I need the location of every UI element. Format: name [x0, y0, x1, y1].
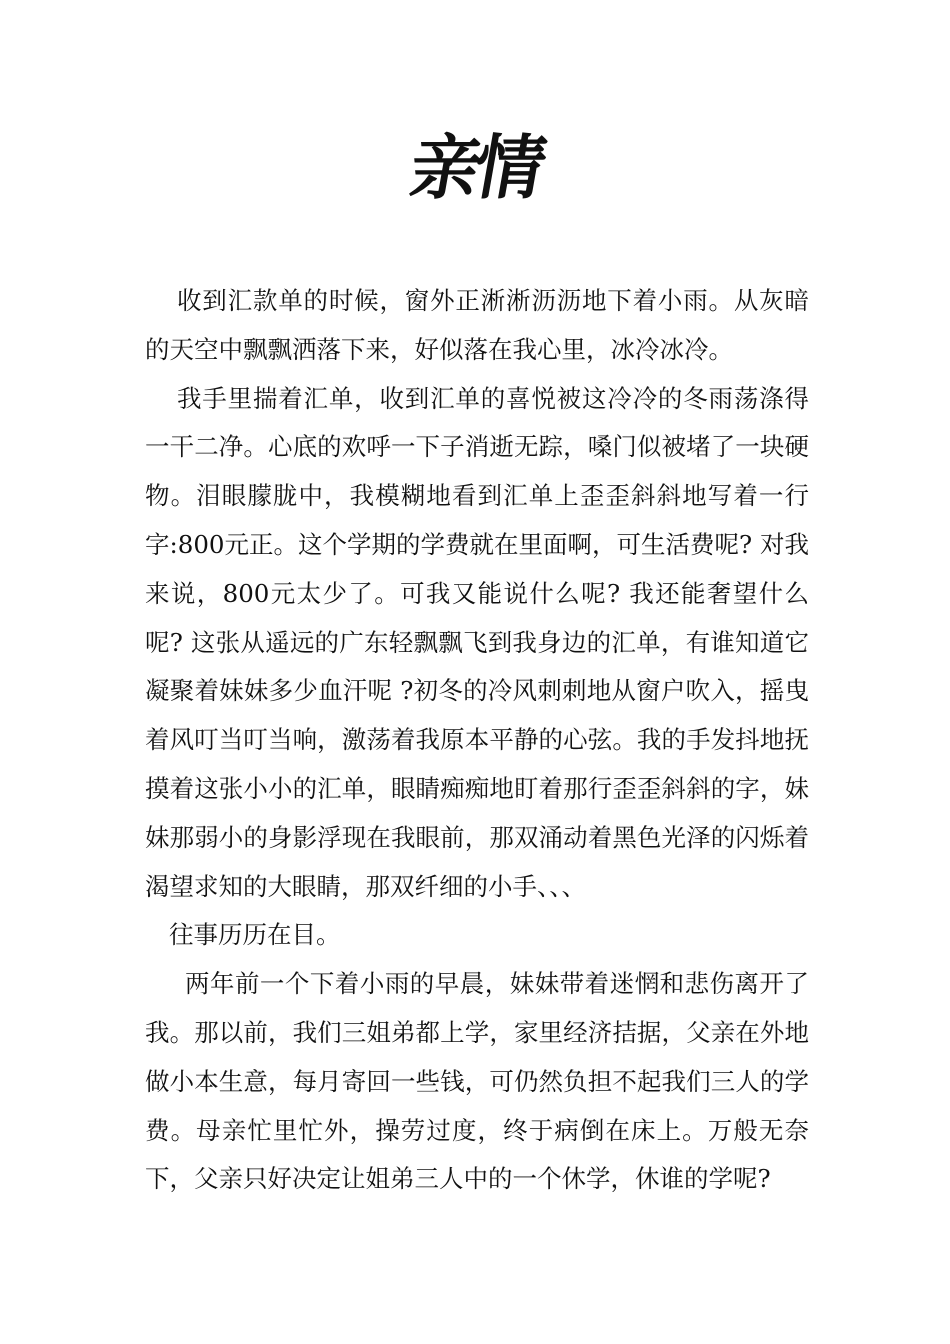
document-body [145, 277, 809, 1204]
paragraph-4: 两年前一个下着小雨的早晨，妹妹带着迷惘和悲伤离开了我。那以前，我们三姐弟都上学，家里经济拮据，父亲在外地做小本生意，每月寄回一些钱，可仍然负担不起我们三人的学费。母亲忙里忙外，操劳过度，终于病倒在床上。万般无奈下，父亲只好决定让姐弟三人中的一个休学，休谁的学呢? [145, 969, 809, 1194]
paragraph-2: 我手里揣着汇单，收到汇单的喜悦被这冷冷的冬雨荡涤得一干二净。心底的欢呼一下子消逝无踪，嗓门似被堵了一块硬物。泪眼朦胧中，我模糊地看到汇单上歪歪斜斜地写着一行字:800元正。这个学期的学费就在里面啊，可生活费呢? 对我来说，800元太少了。可我又能说什么呢? 我还能奢望什么呢? 这张从遥远的广东轻飘飘飞到我身边的汇单，有谁知道它凝聚着妹妹多少血汗呢 ?初冬的冷风刺刺地从窗户吹入，摇曳着风叮当叮当响，激荡着我原本平静的心弦。我的手发抖地抚摸着这张小小的汇单，眼睛痴痴地盯着那行歪歪斜斜的字，妹妹那弱小的身影浮现在我眼前，那双涌动着黑色光泽的闪烁着渴望求知的大眼睛，那双纤细的小手、、、 [145, 383, 809, 901]
document-title: 亲情 [403, 127, 547, 209]
paragraph-1: 收到汇款单的时候，窗外正淅淅沥沥地下着小雨。从灰暗的天空中飘飘洒落下来，好似落在我心里，冰冷冰冷。 [145, 286, 809, 364]
paragraph-3: 往事历历在目。 [169, 920, 341, 950]
